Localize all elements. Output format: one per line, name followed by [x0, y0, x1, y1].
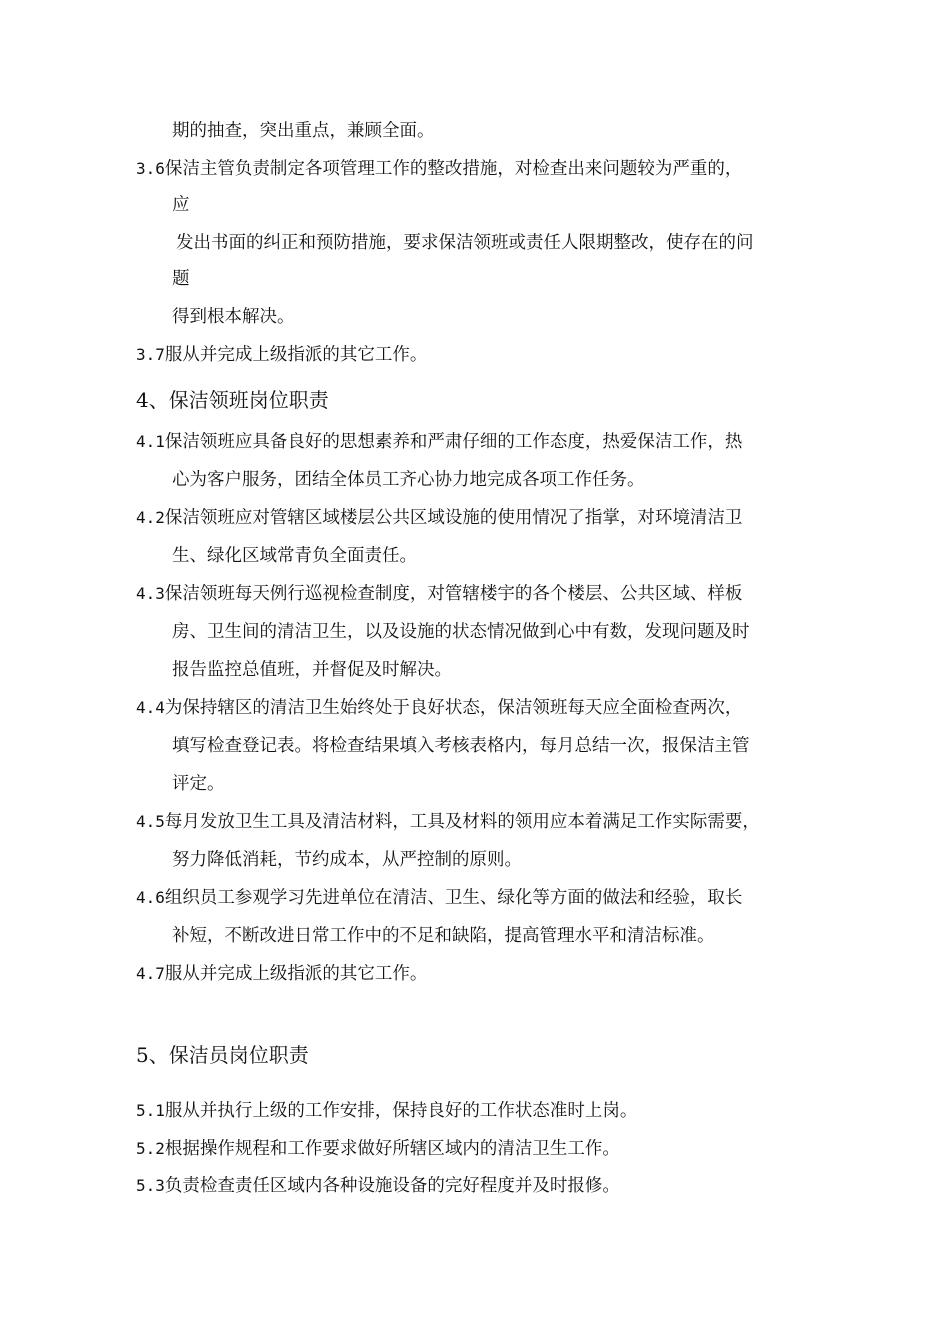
paragraph-line: 补短，不断改进日常工作中的不足和缺陷，提高管理水平和清洁标准。: [172, 926, 715, 946]
item-number: 4.4: [136, 698, 165, 717]
item-4-4: [136, 697, 742, 719]
item-4-5: [136, 811, 760, 833]
paragraph-line: 应: [172, 195, 190, 215]
item-number: 4.5: [136, 812, 165, 831]
item-4-3: [136, 583, 742, 605]
item-3-7: [136, 344, 427, 366]
item-number: 4.6: [136, 888, 165, 907]
item-text: 服从并完成上级指派的其它工作。: [164, 964, 428, 984]
item-text: 服从并执行上级的工作安排，保持良好的工作状态准时上岗。: [164, 1101, 638, 1121]
item-text: 负责检查责任区域内各种设施设备的完好程度并及时报修。: [164, 1176, 620, 1196]
item-4-1: [136, 431, 742, 453]
item-text: 保洁主管负责制定各项管理工作的整改措施，对检查出来问题较为严重的，: [164, 159, 743, 179]
item-4-2: [136, 507, 742, 529]
item-number: 4.1: [136, 432, 165, 451]
item-text: 保洁领班每天例行巡视检查制度，对管辖楼宇的各个楼层、公共区域、样板: [164, 584, 743, 604]
item-5-3: [136, 1175, 620, 1197]
paragraph-line: 得到根本解决。: [172, 307, 295, 327]
item-number: 3.6: [136, 159, 165, 178]
section-heading: 5、保洁员岗位职责: [136, 1043, 309, 1067]
item-text: 服从并完成上级指派的其它工作。: [164, 345, 428, 365]
item-5-1: [136, 1100, 637, 1122]
item-number: 5.1: [136, 1101, 165, 1120]
item-text: 根据操作规程和工作要求做好所辖区域内的清洁卫生工作。: [164, 1139, 620, 1159]
item-number: 4.7: [136, 964, 165, 983]
item-text: 为保持辖区的清洁卫生始终处于良好状态，保洁领班每天应全面检查两次，: [164, 698, 743, 718]
item-number: 3.7: [136, 345, 165, 364]
paragraph-line: 房、卫生间的清洁卫生，以及设施的状态情况做到心中有数，发现问题及时: [172, 622, 750, 642]
paragraph-line: 生、绿化区域常青负全面责任。: [172, 546, 417, 566]
paragraph-line: 填写检查登记表。将检查结果填入考核表格内，每月总结一次，报保洁主管: [172, 736, 750, 756]
paragraph-line: 发出书面的纠正和预防措施，要求保洁领班或责任人限期整改，使存在的问: [176, 233, 754, 253]
item-number: 4.2: [136, 508, 165, 527]
paragraph-line: 报告监控总值班，并督促及时解决。: [172, 660, 452, 680]
item-number: 5.3: [136, 1176, 165, 1195]
section-heading: 4、保洁领班岗位职责: [136, 388, 329, 412]
item-4-7: [136, 963, 427, 985]
item-text: 组织员工参观学习先进单位在清洁、卫生、绿化等方面的做法和经验，取长: [164, 888, 743, 908]
item-text: 每月发放卫生工具及清洁材料，工具及材料的领用应本着满足工作实际需要，: [164, 812, 760, 832]
paragraph-line: 期的抽查，突出重点，兼顾全面。: [172, 121, 435, 141]
paragraph-line: 努力降低消耗，节约成本，从严控制的原则。: [172, 850, 522, 870]
paragraph-line: 题: [172, 269, 190, 289]
item-5-2: [136, 1138, 620, 1160]
item-number: 4.3: [136, 584, 165, 603]
item-text: 保洁领班应具备良好的思想素养和严肃仔细的工作态度，热爱保洁工作，热: [164, 432, 743, 452]
paragraph-line: 评定。: [172, 774, 225, 794]
item-3-6: [136, 158, 742, 180]
item-4-6: [136, 887, 742, 909]
paragraph-line: 心为客户服务，团结全体员工齐心协力地完成各项工作任务。: [172, 470, 645, 490]
item-text: 保洁领班应对管辖区域楼层公共区域设施的使用情况了指掌，对环境清洁卫: [164, 508, 743, 528]
item-number: 5.2: [136, 1139, 165, 1158]
